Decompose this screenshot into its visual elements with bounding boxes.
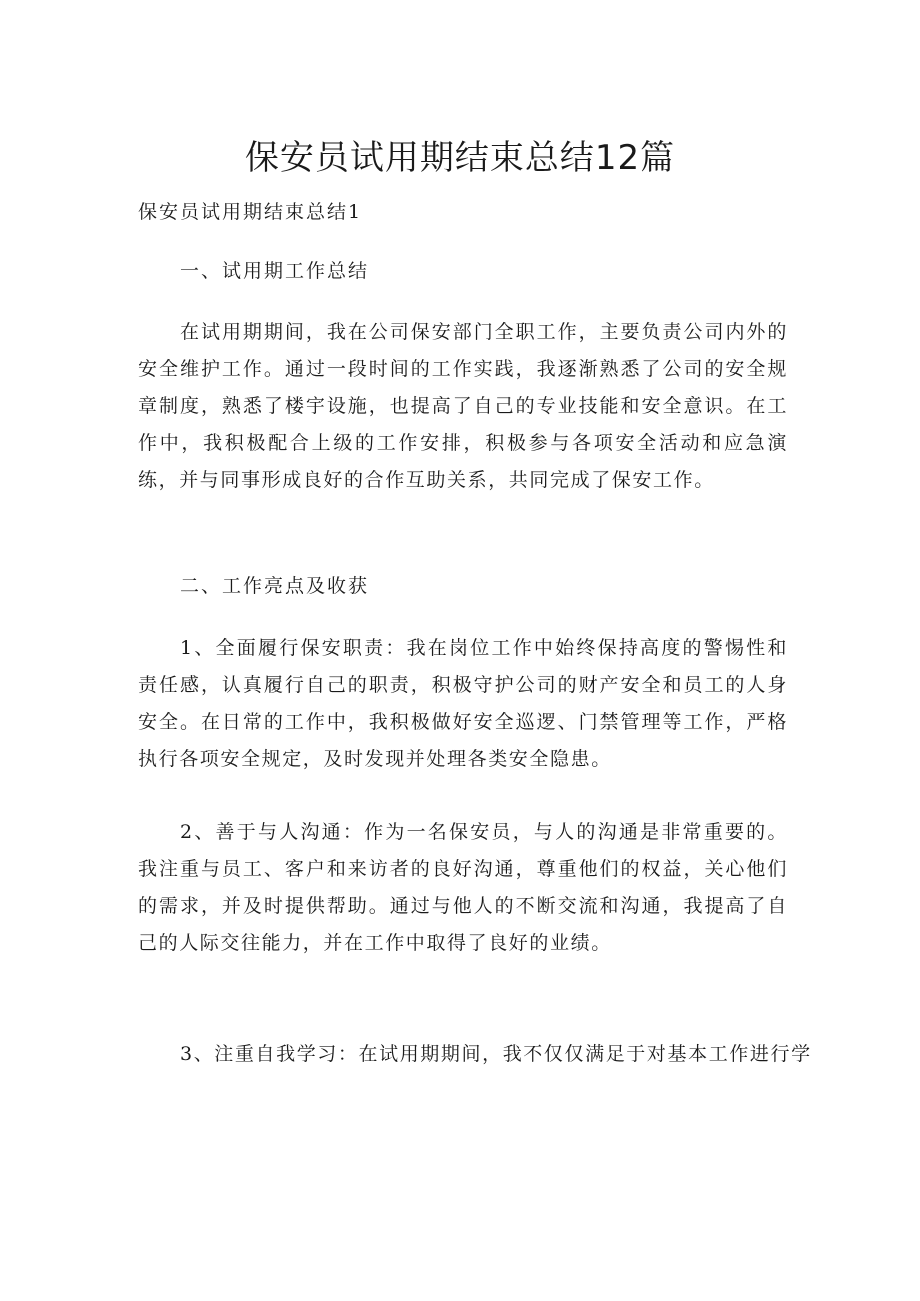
document-subtitle: 保安员试用期结束总结1 [138,201,363,223]
paragraph-work-summary: 在试用期期间，我在公司保安部门全职工作，主要负责公司内外的安全维护工作。通过一段时间的工作实践，我逐渐熟悉了公司的安全规章制度，熟悉了楼宇设施，也提高了自己的专业技能和安全意识。在工作中，我积极配合上级的工作安排，积极参与各项安全活动和应急演练，并与同事形成良好的合作互助关系，共同完成了保安工作。 [138,321,788,491]
paragraph-item-communication: 2、善于与人沟通：作为一名保安员，与人的沟通是非常重要的。我注重与员工、客户和来访者的良好沟通，尊重他们的权益，关心他们的需求，并及时提供帮助。通过与他人的不断交流和沟通，我提高了自己的人际交往能力，并在工作中取得了良好的业绩。 [138,821,788,954]
paragraph-item-duties: 1、全面履行保安职责：我在岗位工作中始终保持高度的警惕性和责任感，认真履行自己的职责，积极守护公司的财产安全和员工的人身安全。在日常的工作中，我积极做好安全巡逻、门禁管理等工作，严格执行各项安全规定，及时发现并处理各类安全隐患。 [138,637,788,770]
paragraph-item-self-learning-text: 3、注重自我学习：在试用期期间，我不仅仅满足于对基本工作进行学 [180,1043,812,1065]
section-heading-highlights: 二、工作亮点及收获 [180,575,370,597]
document-title: 保安员试用期结束总结12篇 [244,138,676,178]
section-heading-work-summary: 一、试用期工作总结 [180,260,370,282]
paragraph-item-self-learning [138,1036,812,1073]
